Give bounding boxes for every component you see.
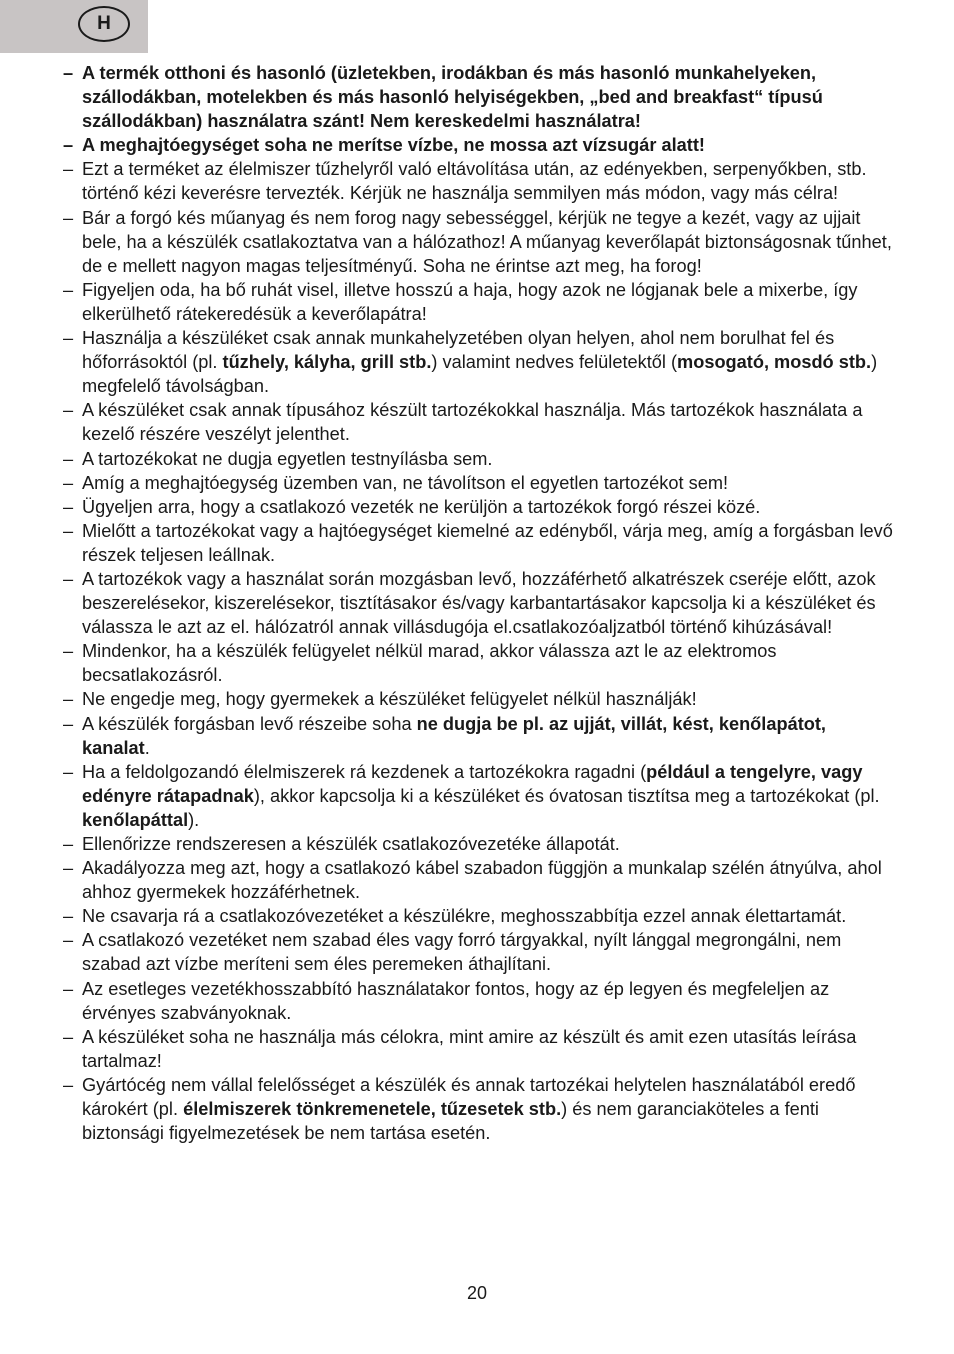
item-text: ) megfelelő távolságban. xyxy=(82,352,878,397)
safety-item xyxy=(63,61,893,133)
item-text: Figyeljen oda, ha bő ruhát visel, illetve hosszú a haja, hogy azok ne lógjanak bele a mixerbe, így elkerülhető rátekeredésük a keverőlapátra! xyxy=(82,279,858,324)
language-tab xyxy=(0,0,148,53)
item-text: ) valamint nedves felületektől ( xyxy=(431,352,678,373)
item-text: ), akkor kapcsolja ki a készüléket és óvatosan tisztítsa meg a tartozékokat (pl. xyxy=(253,785,880,806)
item-text: Mielőtt a tartozékokat vagy a hajtóegységet kiemelné az edényből, várja meg, amíg a forgásban levő részek teljesen leállnak. xyxy=(82,520,893,565)
item-text: A csatlakozó vezetéket nem szabad éles vagy forró tárgyakkal, nyílt lánggal megrongálni, nem szabad azt vízbe meríteni sem éles peremeken áthajlítani. xyxy=(82,930,842,975)
item-text: A termék otthoni és hasonló (üzletekben, irodákban és más hasonló munkahelyeken, szállodákban, motelekben és más hasonló helyiségekben, „bed and breakfast“ típusú szállodákban) használatra szánt! Nem kereskedelmi használatra! xyxy=(82,63,823,132)
safety-item xyxy=(63,567,893,639)
language-badge: H xyxy=(78,6,130,42)
safety-item xyxy=(63,519,893,567)
item-text: Gyártócég nem vállal felelősséget a készülék és annak tartozékai helytelen használatából eredő károkért (pl. xyxy=(82,1074,856,1120)
emphasis-text: például a tengelyre, vagy edényre rátapadnak xyxy=(82,761,863,806)
item-text: Bár a forgó kés műanyag és nem forog nagy sebességgel, kérjük ne tegye a kezét, vagy az ujjait bele, ha a készülék csatlakoztatva van a hálózathoz! A műanyag keverőlapát biztonságosnak tűnhet, de e mellett nagyon magas teljesítményű. Soha ne érintse azt meg, ha forog! xyxy=(82,207,892,276)
emphasis-text: élelmiszerek tönkremenetele, tűzesetek stb. xyxy=(183,1099,562,1120)
item-text: Ne engedje meg, hogy gyermekek a készüléket felügyelet nélkül használják! xyxy=(82,689,697,710)
emphasis-text: tűzhely, kályha, grill stb. xyxy=(222,352,432,373)
safety-item xyxy=(63,206,893,278)
safety-item xyxy=(63,856,893,904)
safety-item xyxy=(63,977,893,1025)
item-text: A készülék forgásban levő részeibe soha xyxy=(82,713,417,734)
item-text: ) és nem garanciaköteles a fenti biztonsági figyelmezetések be nem tartása esetén. xyxy=(82,1099,819,1144)
item-text: Ellenőrizze rendszeresen a készülék csatlakozóvezetéke állapotát. xyxy=(82,834,620,854)
safety-item xyxy=(63,928,893,976)
item-text: A tartozékokat ne dugja egyetlen testnyílásba sem. xyxy=(82,448,493,469)
safety-item xyxy=(63,712,893,760)
safety-item xyxy=(63,133,893,157)
item-text: Ha a feldolgozandó élelmiszerek rá kezdenek a tartozékokra ragadni ( xyxy=(82,761,647,782)
item-text: A meghajtóegységet soha ne merítse vízbe, ne mossa azt vízsugár alatt! xyxy=(82,135,705,156)
item-text: Ezt a terméket az élelmiszer tűzhelyről való eltávolítása után, az edényekben, serpenyőkben, stb. történő kézi keverésre tervezték. Kérjük ne használja semmilyen más módon, vagy más célra! xyxy=(82,159,867,204)
safety-item xyxy=(63,471,893,495)
item-text: A készüléket soha ne használja más célokra, mint amire az készült és amit ezen utasítás leírása tartalmaz! xyxy=(82,1026,857,1071)
item-text: ). xyxy=(188,809,200,830)
safety-item xyxy=(63,157,893,205)
safety-item xyxy=(63,495,893,519)
emphasis-text: kenőlapáttal xyxy=(82,809,189,830)
emphasis-text: mosogató, mosdó stb. xyxy=(677,352,872,373)
item-text: A tartozékok vagy a használat során mozgásban levő, hozzáférhető alkatrészek cseréje előtt, azok beszerelésekor, kiszerelésekor, tisztításakor és/vagy karbantartásakor kapcsolja ki a készüléket és válassza le azt az el. hálózatról annak villásdugója el.csatlakozóaljzatból történő kihúzásával! xyxy=(82,568,876,638)
item-text: Használja a készüléket csak annak munkahelyzetében olyan helyen, ahol nem borulhat fel és hőforrásoktól (pl. xyxy=(82,328,835,373)
safety-item xyxy=(63,1025,893,1073)
item-text: Az esetleges vezetékhosszabbító használatakor fontos, hogy az ép legyen és megfeleljen az érvényes szabványoknak. xyxy=(82,978,830,1023)
safety-item xyxy=(63,326,893,398)
safety-item xyxy=(63,398,893,446)
item-text: Ügyeljen arra, hogy a csatlakozó vezeték ne kerüljön a tartozékok forgó részei közé. xyxy=(82,496,761,517)
item-text: Ne csavarja rá a csatlakozóvezetéket a készülékre, meghosszabbítja ezzel annak élettartamát. xyxy=(82,906,847,927)
safety-item xyxy=(63,832,893,856)
safety-item xyxy=(63,639,893,687)
item-text: Amíg a meghajtóegység üzemben van, ne távolítson el egyetlen tartozékot sem! xyxy=(82,472,729,493)
item-text: . xyxy=(144,737,150,758)
page-number: 20 xyxy=(466,1283,488,1303)
item-text: Mindenkor, ha a készülék felügyelet nélkül marad, akkor válassza azt le az elektromos becsatlakozásról. xyxy=(82,641,777,686)
safety-item xyxy=(63,1073,893,1145)
safety-item xyxy=(63,760,893,832)
item-text: A készüléket csak annak típusához készült tartozékokkal használja. Más tartozékok használata a kezelő részére veszélyt jelenthet. xyxy=(82,400,863,445)
safety-item xyxy=(63,447,893,471)
safety-item xyxy=(63,278,893,326)
item-text: Akadályozza meg azt, hogy a csatlakozó kábel szabadon függjön a munkalap szélén átnyúlva, ahol ahhoz gyermekek hozzáférhetnek. xyxy=(82,858,882,903)
safety-item xyxy=(63,904,893,928)
safety-item xyxy=(63,687,893,711)
safety-instructions-list xyxy=(63,61,893,1145)
emphasis-text: ne dugja be pl. az ujját, villát, kést, kenőlapátot, kanalat xyxy=(82,713,826,758)
